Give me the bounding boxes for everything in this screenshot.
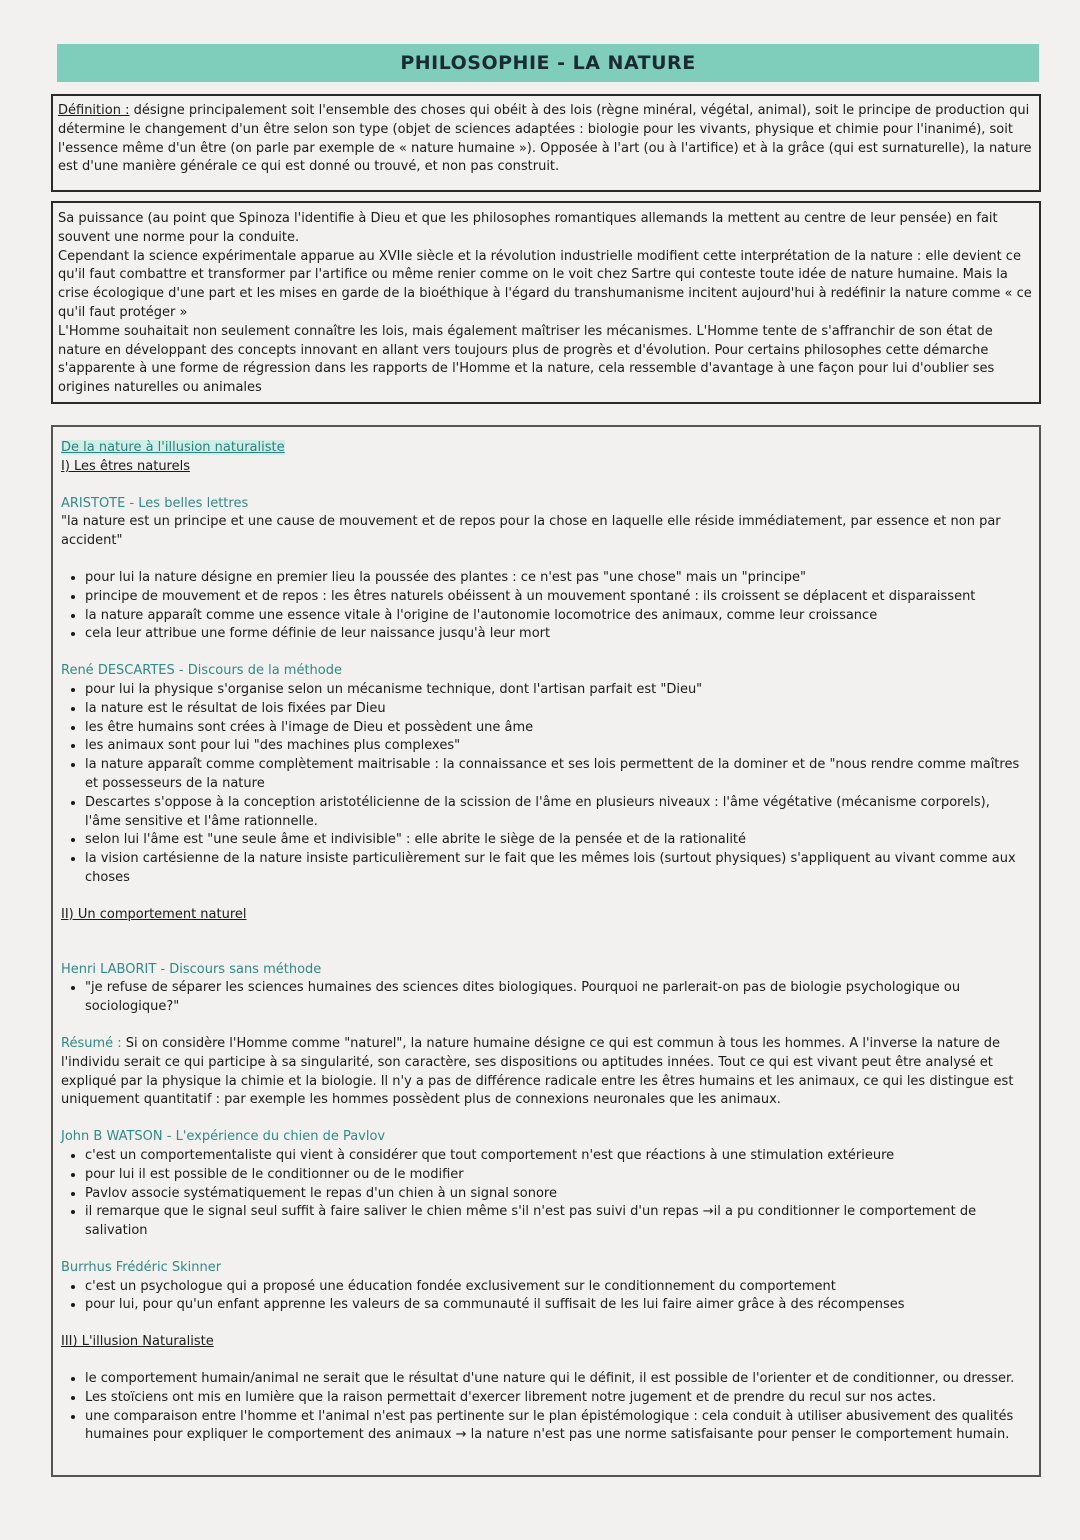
intro-box	[51, 201, 1041, 404]
list-item: • les animaux sont pour lui "des machines plus complexes"	[85, 737, 1029, 756]
list-item: • le comportement humain/animal ne serait que le résultat d'une nature qui le définit, il est possible de l'orienter et de conditionner, ou dresser.	[85, 1370, 1029, 1389]
intro-paragraph: Sa puissance (au point que Spinoza l'identifie à Dieu et que les philosophes romantiques allemands la mettent au centre de leur pensée) en fait souvent une norme pour la conduite.	[58, 211, 998, 245]
quote: "la nature est un principe et une cause de mouvement et de repos pour la chose en laquelle elle réside immédiatement, par essence et non par accident"	[61, 514, 1001, 549]
author-heading: John B WATSON - L'expérience du chien de Pavlov	[61, 1129, 386, 1145]
list-item: • il remarque que le signal seul suffit à faire saliver le chien même s'il n'est pas suivi d'un repas →il a pu conditionner le comportement de salivation	[85, 1203, 1029, 1241]
list-item: • c'est un psychologue qui a proposé une éducation fondée exclusivement sur le conditionnement du comportement	[85, 1278, 1029, 1297]
list-item: • Descartes s'oppose à la conception aristotélicienne de la scission de l'âme en plusieurs niveaux : l'âme végétative (mécanisme corporels), l'âme sensitive et l'âme rationnelle.	[85, 794, 1029, 832]
summary-paragraph	[61, 1035, 1029, 1110]
list-item: • Pavlov associe systématiquement le repas d'un chien à un signal sonore	[85, 1185, 1029, 1204]
list-item: • "je refuse de séparer les sciences humaines des sciences dites biologiques. Pourquoi ne parlerait-on pas de biologie psychologique ou sociologique?"	[85, 979, 1029, 1017]
list-item: • les être humains sont crées à l'image de Dieu et possèdent une âme	[85, 719, 1029, 738]
list-item: • pour lui, pour qu'un enfant apprenne les valeurs de sa communauté il suffisait de les lui faire aimer grâce à des récompenses	[85, 1296, 1029, 1315]
list-item: • la nature apparaît comme une essence vitale à l'origine de l'autonomie locomotrice des animaux, comme leur croissance	[85, 607, 1029, 626]
intro-paragraph: Cependant la science expérimentale apparue au XVIIe siècle et la révolution industrielle modifient cette interprétation de la nature : elle devient ce qu'il faut combattre et transformer par l'artifice ou même renier comme on le voit chez Sartre qui conteste toute idée de nature humaine. Mais la crise écologique d'une part et les mises en garde de la bioéthique à l'égard du transhumanisme incitent aujourd'hui à redéfinir la nature comme « ce qu'il faut protéger »	[58, 248, 1032, 320]
list-item: • principe de mouvement et de repos : les êtres naturels obéissent à un mouvement spontané : ils croissent se déplacent et disparaissent	[85, 588, 1029, 607]
main-heading: De la nature à l'illusion naturaliste	[61, 440, 285, 455]
summary-text: Si on considère l'Homme comme "naturel", la nature humaine désigne ce qui est commun à tous les hommes. A l'inverse la nature de l'individu serait ce qui participe à sa singularité, son caractère, ses dispositions ou aptitudes innées. Tout ce qui est vivant peut être analysé et expliqué par la physique la chimie et la biologie. Il n'y a pas de différence radicale entre les êtres humains et les animaux, ce qui les distingue est uniquement quantitatif : par exemple les hommes possèdent plus de connexions neuronales que les animaux.	[61, 1035, 1014, 1108]
definition-text: désigne principalement soit l'ensemble des choses qui obéit à des lois (règne minéral, végétal, animal), soit le principe de production qui détermine le changement d'un être selon son type (objet de sciences adaptées : biologie pour les vivants, physique et chimie pour l'inanimé), soit l'essence même d'un être (on parle par exemple de « nature humaine »). Opposée à l'art (ou à l'artifice) et à la grâce (qui est surnaturelle), la nature est d'une manière générale ce qui est donné ou trouvé, et non pas construit.	[58, 103, 1032, 175]
list-item: • c'est un comportementaliste qui vient à considérer que tout comportement n'est que réactions à une stimulation extérieure	[85, 1147, 1029, 1166]
list-item: • une comparaison entre l'homme et l'animal n'est pas pertinente sur le plan épistémologique : cela conduit à utiliser abusivement des qualités humaines pour expliquer le comportement des animaux → la nature n'est pas une norme satisfaisante pour penser le comportement humain.	[85, 1408, 1029, 1446]
definition-label: Définition :	[58, 103, 130, 118]
bullet-list	[61, 1278, 1029, 1316]
bullet-list	[61, 1370, 1029, 1445]
definition-paragraph	[58, 102, 1033, 177]
bullet-list	[61, 681, 1029, 888]
page-title: PHILOSOPHIE - LA NATURE	[57, 44, 1039, 82]
list-item: • pour lui il est possible de le conditionner ou de le modifier	[85, 1166, 1029, 1185]
list-item: • la vision cartésienne de la nature insiste particulièrement sur le fait que les mêmes lois (surtout physiques) s'appliquent au vivant comme aux choses	[85, 850, 1029, 888]
list-item: • cela leur attribue une forme définie de leur naissance jusqu'à leur mort	[85, 625, 1029, 644]
author-heading: René DESCARTES - Discours de la méthode	[61, 663, 342, 679]
author-heading: ARISTOTE - Les belles lettres	[61, 495, 249, 511]
list-item: • selon lui l'âme est "une seule âme et indivisible" : elle abrite le siège de la pensée et de la rationalité	[85, 831, 1029, 850]
author-heading: Henri LABORIT - Discours sans méthode	[61, 961, 322, 977]
definition-box	[51, 94, 1041, 192]
list-item: • la nature est le résultat de lois fixées par Dieu	[85, 700, 1029, 719]
section-title: I) Les êtres naturels	[61, 458, 190, 474]
bullet-list	[61, 979, 1029, 1017]
bullet-list	[61, 569, 1029, 644]
author-heading: Burrhus Frédéric Skinner	[61, 1259, 222, 1275]
main-content-box	[51, 425, 1041, 1477]
intro-paragraph: L'Homme souhaitait non seulement connaître les lois, mais également maîtriser les mécanismes. L'Homme tente de s'affranchir de son état de nature en développant des concepts innovant en allant vers toujours plus de progrès et d'évolution. Pour certains philosophes cette démarche s'apparente à une forme de régression dans les rapports de l'Homme et la nature, cela ressemble d'avantage à une façon pour lui d'oublier ses origines naturelles ou animales	[58, 323, 995, 396]
list-item: • Les stoïciens ont mis en lumière que la raison permettait d'exercer librement notre jugement et de prendre du recul sur nos actes.	[85, 1389, 1029, 1408]
list-item: • pour lui la nature désigne en premier lieu la poussée des plantes : ce n'est pas "une chose" mais un "principe"	[85, 569, 1029, 588]
bullet-list	[61, 1147, 1029, 1241]
section-title: III) L'illusion Naturaliste	[61, 1334, 214, 1350]
summary-label: Résumé :	[61, 1035, 122, 1051]
section-title: II) Un comportement naturel	[61, 906, 247, 922]
list-item: • pour lui la physique s'organise selon un mécanisme technique, dont l'artisan parfait est "Dieu"	[85, 681, 1029, 700]
list-item: • la nature apparaît comme complètement maitrisable : la connaissance et ses lois permettent de la dominer et de "nous rendre comme maîtres et possesseurs de la nature	[85, 756, 1029, 794]
